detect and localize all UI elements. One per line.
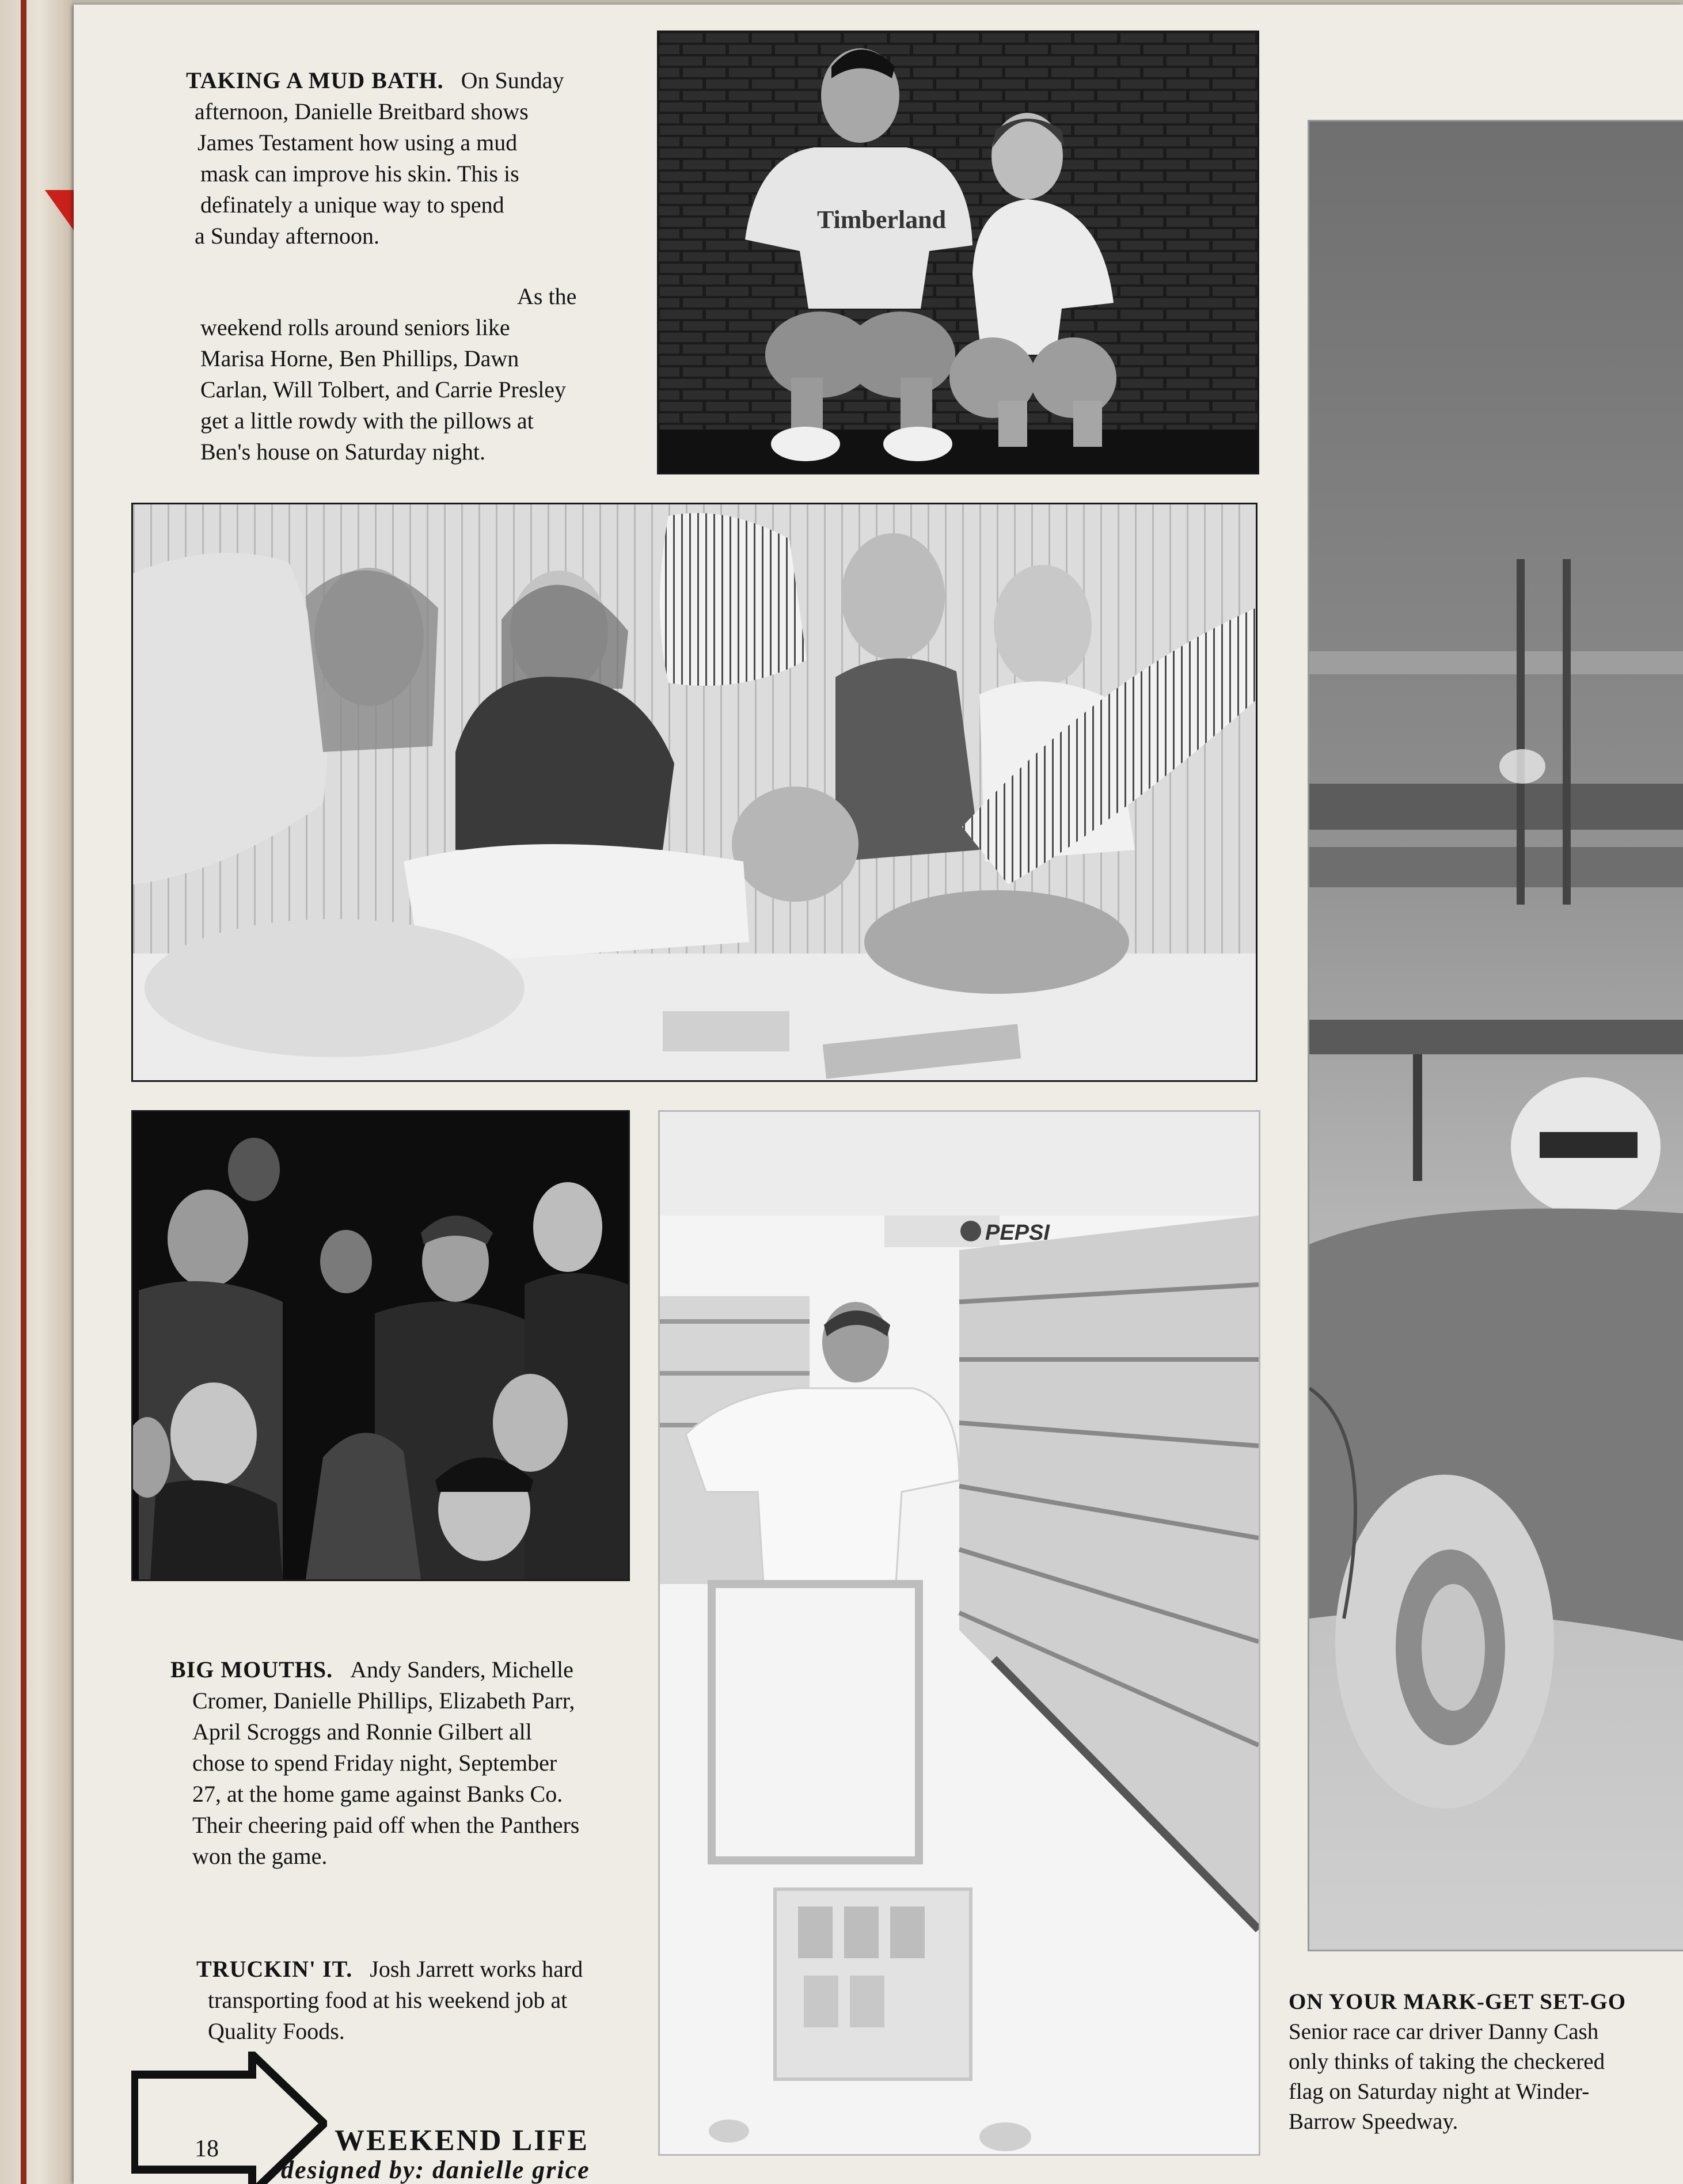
caption-line: Marisa Horne, Ben Phillips, Dawn (200, 345, 519, 371)
previous-page-edge (0, 0, 72, 2184)
caption-line: On Sunday (461, 67, 564, 93)
caption-line: mask can improve his skin. This is (200, 161, 519, 187)
caption-line: weekend rolls around seniors like (200, 314, 510, 340)
section-title: WEEKEND LIFE (335, 2124, 589, 2157)
caption-line: chose to spend Friday night, September (192, 1750, 557, 1776)
grocery-store-photo (658, 1110, 1260, 2156)
caption-line: Ben's house on Saturday night. (200, 439, 485, 465)
race-car-heading: ON YOUR MARK-GET SET-GO (1289, 1989, 1627, 2014)
red-corner-mark (45, 190, 74, 230)
mud-bath-caption (186, 65, 641, 252)
caption-line: get a little rowdy with the pillows at (200, 408, 534, 434)
caption-line: Their cheering paid off when the Panthers (192, 1812, 580, 1838)
caption-line: April Scroggs and Ronnie Gilbert all (192, 1719, 532, 1745)
pepsi-sign-text: PEPSI (985, 1221, 1050, 1245)
page-number: 18 (195, 2136, 219, 2162)
caption-line: 27, at the home game against Banks Co. (192, 1781, 563, 1807)
binding-stripe (21, 0, 26, 2184)
shirt-brand-text: Timberland (817, 206, 947, 234)
caption-line: Andy Sanders, Michelle (350, 1657, 573, 1682)
caption-line: won the game. (192, 1843, 328, 1869)
race-car-photo (1308, 120, 1683, 1951)
truckin-caption (196, 1954, 634, 2047)
mud-bath-photo (657, 31, 1259, 474)
designer-credit: designed by: danielle grice (281, 2156, 590, 2184)
pillow-fight-caption (200, 281, 655, 468)
mud-bath-heading: TAKING A MUD BATH. (186, 67, 444, 93)
caption-line: definately a unique way to spend (200, 192, 504, 218)
race-car-caption (1289, 1987, 1683, 2137)
caption-line: flag on Saturday night at Winder- (1289, 2079, 1590, 2104)
caption-line: Carlan, Will Tolbert, and Carrie Presley (200, 377, 567, 402)
caption-line: Josh Jarrett works hard (370, 1956, 583, 1982)
pillow-fight-photo (131, 503, 1257, 1082)
caption-line: only thinks of taking the checkered (1289, 2049, 1605, 2074)
caption-line: Cromer, Danielle Phillips, Elizabeth Parr, (192, 1688, 575, 1714)
truckin-heading: TRUCKIN' IT. (196, 1956, 353, 1982)
yearbook-page (74, 5, 1683, 2184)
big-mouths-caption (170, 1654, 643, 1872)
caption-line: Barrow Speedway. (1289, 2109, 1458, 2134)
caption-line: transporting food at his weekend job at (208, 1987, 568, 2013)
caption-line: Senior race car driver Danny Cash (1289, 2019, 1599, 2044)
caption-line: a Sunday afternoon. (195, 223, 380, 249)
caption-line: afternoon, Danielle Breitbard shows (195, 98, 529, 124)
big-mouths-heading: BIG MOUTHS. (170, 1657, 333, 1682)
caption-line: As the (517, 283, 577, 309)
big-mouths-photo (131, 1110, 630, 1581)
caption-line: Quality Foods. (208, 2018, 345, 2044)
caption-line: James Testament how using a mud (197, 130, 518, 155)
